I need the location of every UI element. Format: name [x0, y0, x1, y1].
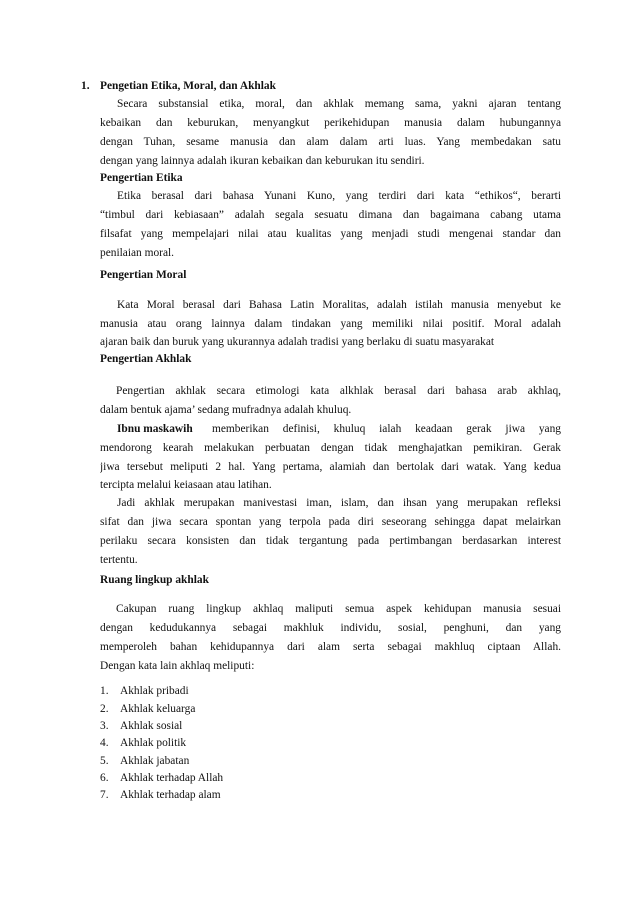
- paragraph-line: Pengertian akhlak secara etimologi kata alkhlak berasal dari bahasa arab akhlaq,: [116, 385, 561, 397]
- list-item-number: 3.: [100, 720, 109, 732]
- paragraph-line: filsafat yang mempelajari nilai atau kualitas yang menjadi studi mengenai standar dan: [100, 228, 561, 240]
- list-item-number: 4.: [100, 737, 109, 749]
- list-item-number: 7.: [100, 789, 109, 801]
- paragraph-line: jiwa tersebut meliputi 2 hal. Yang pertama, alamiah dan bertolak dari watak. Yang kedua: [100, 461, 561, 473]
- section-number: 1.: [81, 80, 90, 92]
- etika-heading: Pengertian Etika: [100, 172, 183, 184]
- paragraph-line: Kata Moral berasal dari Bahasa Latin Moralitas, adalah istilah manusia menyebut ke: [117, 299, 561, 311]
- paragraph-line: Cakupan ruang lingkup akhlaq maliputi semua aspek kehidupan manusia sesuai: [116, 603, 561, 615]
- list-item: Akhlak pribadi: [120, 685, 189, 697]
- paragraph-line: perilaku secara konsisten dan tidak tergantung pada pertimbangan berdasarkan interest: [100, 535, 561, 547]
- list-item-number: 5.: [100, 755, 109, 767]
- ruang-lingkup-heading: Ruang lingkup akhlak: [100, 574, 209, 586]
- paragraph-line: tertentu.: [100, 554, 138, 566]
- list-item-number: 2.: [100, 703, 109, 715]
- paragraph-line: tercipta melalui keiasaan atau latihan.: [100, 479, 272, 491]
- ibnu-maskawih-bold: Ibnu maskawih: [117, 423, 193, 435]
- paragraph-line: ajaran baik dan buruk yang ukurannya adalah tradisi yang berlaku di suatu masyarakat: [100, 336, 495, 348]
- paragraph-line: dalam bentuk ajama’ sedang mufradnya adalah khuluq.: [100, 404, 352, 416]
- list-item-number: 1.: [100, 685, 109, 697]
- paragraph-line: Dengan kata lain akhlaq meliputi:: [100, 660, 255, 672]
- list-item: Akhlak politik: [120, 737, 187, 749]
- paragraph-line: dengan kedudukannya sebagai makhluk individu, sosial, penghuni, dan yang: [100, 622, 561, 634]
- list-item: Akhlak sosial: [120, 720, 183, 732]
- paragraph-line: manusia atau orang lainnya dalam tindakan yang memiliki nilai positif. Moral adalah: [100, 318, 561, 330]
- akhlak-heading: Pengertian Akhlak: [100, 353, 192, 365]
- list-item: Akhlak keluarga: [120, 703, 196, 715]
- paragraph-line: memberikan definisi, khuluq ialah keadaan gerak jiwa yang: [212, 423, 561, 435]
- list-item-number: 6.: [100, 772, 109, 784]
- paragraph-line: Jadi akhlak merupakan manivestasi iman, islam, dan ihsan yang merupakan refleksi: [117, 497, 561, 509]
- list-item: Akhlak jabatan: [120, 755, 190, 767]
- moral-heading: Pengertian Moral: [100, 269, 187, 281]
- paragraph-line: sifat dan jiwa secara spontan yang terpola pada diri seseorang sehingga dapat melairkan: [100, 516, 561, 528]
- paragraph-line: mendorong kearah melakukan perbuatan dengan tidak menghajatkan pemikiran. Gerak: [100, 442, 561, 454]
- paragraph-line: memperoleh bahan kehidupannya dari alam serta sebagai makhluq ciptaan Allah.: [100, 641, 561, 653]
- paragraph-line: kebaikan dan keburukan, menyangkut perikehidupan manusia dalam hubungannya: [100, 117, 561, 129]
- section-title: Pengetian Etika, Moral, dan Akhlak: [100, 80, 276, 92]
- paragraph-line: Etika berasal dari bahasa Yunani Kuno, yang terdiri dari kata “ethikos“, berarti: [117, 190, 561, 202]
- paragraph-line: dengan Tuhan, sesame manusia dan alam dalam arti luas. Yang membedakan satu: [100, 136, 561, 148]
- paragraph-line: “timbul dari kebiasaan” adalah segala sesuatu dimana dan bagaimana cabang utama: [100, 209, 561, 221]
- paragraph-line: penilaian moral.: [100, 247, 175, 259]
- paragraph-line: dengan yang lainnya adalah ikuran kebaikan dan keburukan itu sendiri.: [100, 155, 425, 167]
- list-item: Akhlak terhadap alam: [120, 789, 221, 801]
- list-item: Akhlak terhadap Allah: [120, 772, 224, 784]
- paragraph-line: Secara substansial etika, moral, dan akhlak memang sama, yakni ajaran tentang: [117, 98, 561, 110]
